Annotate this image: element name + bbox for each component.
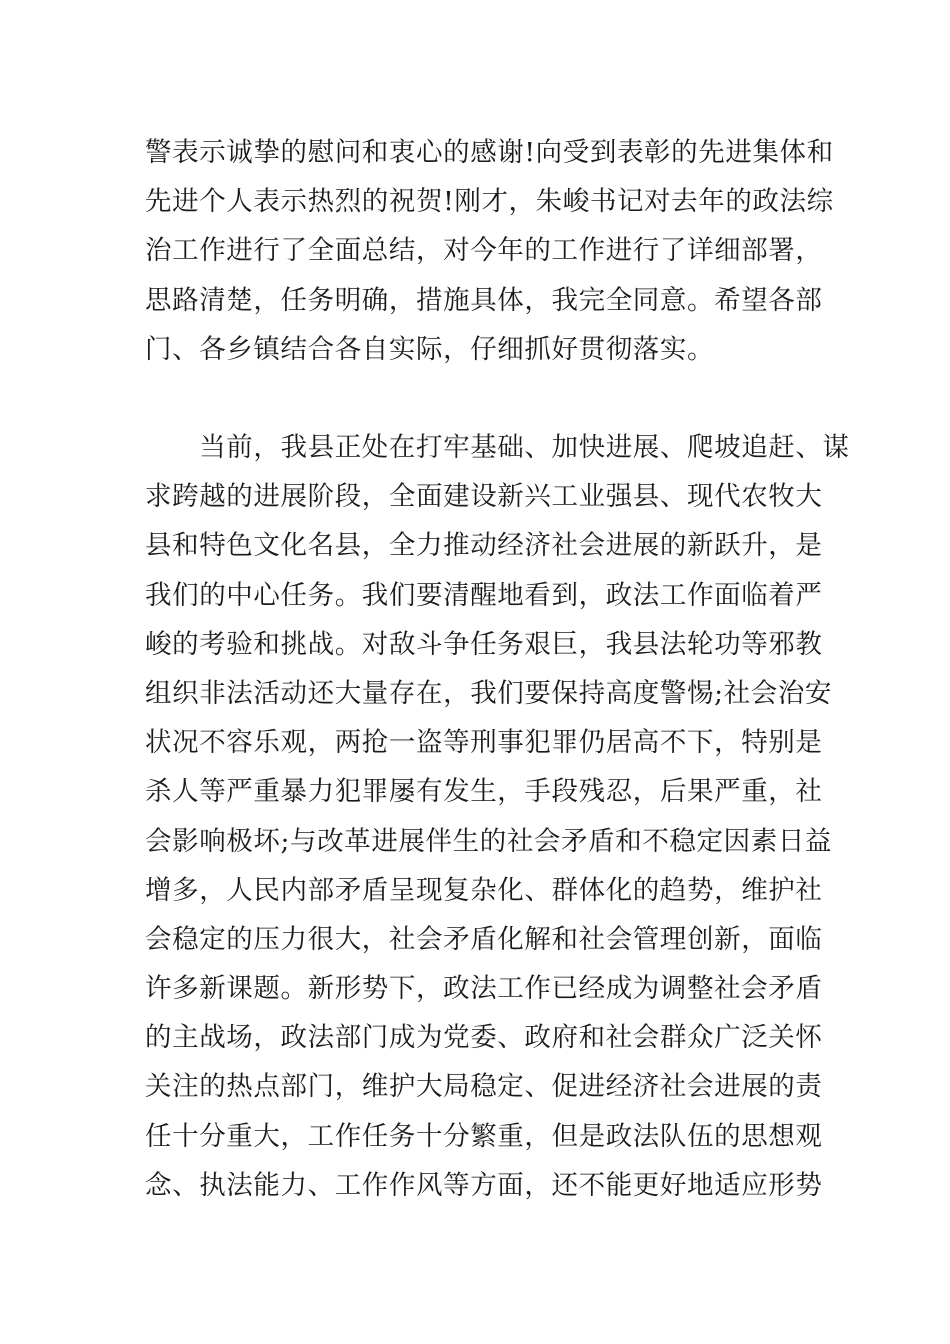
text-line: 县和特色文化名县，全力推动经济社会进展的新跃升，是 — [145, 530, 823, 562]
text-line: 先进个人表示热烈的祝贺!刚才，朱峻书记对去年的政法综 — [145, 186, 834, 218]
text-line: 状况不容乐观，两抢一盗等刑事犯罪仍居高不下，特别是 — [145, 727, 823, 759]
text-line: 的主战场，政法部门成为党委、政府和社会群众广泛关怀 — [145, 1022, 823, 1054]
text-line: 峻的考验和挑战。对敌斗争任务艰巨，我县法轮功等邪教 — [145, 628, 823, 660]
text-line: 会稳定的压力很大，社会矛盾化解和社会管理创新，面临 — [145, 923, 823, 955]
text-line: 治工作进行了全面总结，对今年的工作进行了详细部署， — [145, 235, 823, 267]
text-line: 思路清楚，任务明确，措施具体，我完全同意。希望各部 — [145, 284, 823, 316]
text-line: 当前，我县正处在打牢基础、加快进展、爬坡追赶、谋 — [145, 432, 850, 463]
text-line: 任十分重大，工作任务十分繁重，但是政法队伍的思想观 — [145, 1120, 823, 1152]
text-line: 我们的中心任务。我们要清醒地看到，政法工作面临着严 — [145, 579, 823, 611]
paragraph-1 — [145, 128, 834, 374]
text-line: 组织非法活动还大量存在，我们要保持高度警惕;社会治安 — [145, 677, 833, 709]
text-line: 求跨越的进展阶段，全面建设新兴工业强县、现代农牧大 — [145, 481, 823, 513]
text-line: 警表示诚挚的慰问和衷心的感谢!向受到表彰的先进集体和 — [145, 137, 834, 168]
paragraph-2 — [145, 423, 850, 1210]
text-line: 增多，人民内部矛盾呈现复杂化、群体化的趋势，维护社 — [145, 874, 823, 906]
text-line: 关注的热点部门，维护大局稳定、促进经济社会进展的责 — [145, 1071, 823, 1103]
text-line: 许多新课题。新形势下，政法工作已经成为调整社会矛盾 — [145, 973, 823, 1005]
text-line: 会影响极坏;与改革进展伴生的社会矛盾和不稳定因素日益 — [145, 825, 833, 857]
text-line: 杀人等严重暴力犯罪屡有发生，手段残忍，后果严重，社 — [145, 776, 823, 808]
text-line: 念、执法能力、工作作风等方面，还不能更好地适应形势 — [145, 1169, 823, 1201]
text-line: 门、各乡镇结合各自实际，仔细抓好贯彻落实。 — [145, 333, 715, 365]
